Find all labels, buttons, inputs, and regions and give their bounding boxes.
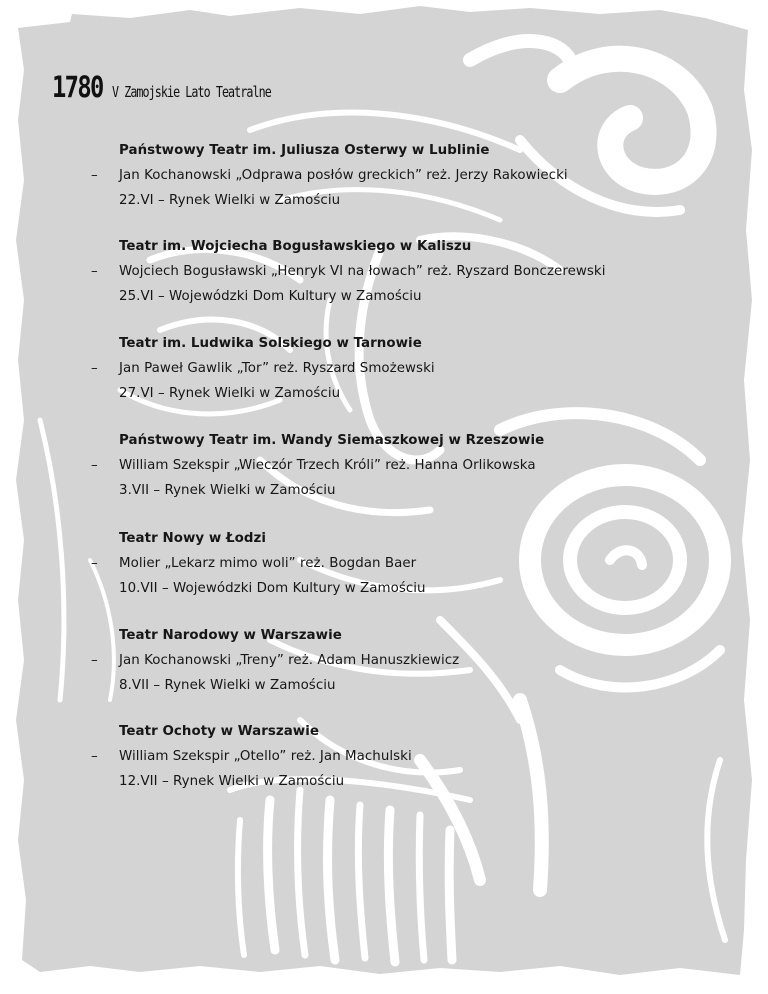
performance-venue: 12.VII – Rynek Wielki w Zamościu [119,774,345,789]
performance-venue: 25.VI – Wojewódzki Dom Kultury w Zamościu [119,289,422,304]
play-title: Wojciech Bogusławski „Henryk VI na łowach” reż. Ryszard Bonczerewski [119,264,606,279]
play-title: William Szekspir „Wieczór Trzech Króli” reż. Hanna Orlikowska [119,458,536,473]
year-title: 1780 [52,70,103,104]
theatre-name: Teatr im. Ludwika Solskiego w Tarnowie [119,336,422,351]
play-title: William Szekspir „Otello” reż. Jan Machulski [119,749,412,764]
theatre-name: Teatr im. Wojciecha Bogusławskiego w Kaliszu [119,239,472,254]
play-title: Jan Kochanowski „Treny” reż. Adam Hanuszkiewicz [119,653,460,668]
performance-venue: 3.VII – Rynek Wielki w Zamościu [119,483,336,498]
theatre-name: Państwowy Teatr im. Juliusza Osterwy w Lublinie [119,143,490,158]
dash-bullet: – [91,458,98,473]
theatre-name: Teatr Narodowy w Warszawie [119,628,342,643]
performance-venue: 10.VII – Wojewódzki Dom Kultury w Zamościu [119,581,426,596]
play-title: Jan Kochanowski „Odprawa posłów greckich” reż. Jerzy Rakowiecki [119,168,568,183]
performance-venue: 27.VI – Rynek Wielki w Zamościu [119,386,341,401]
festival-title: V Zamojskie Lato Teatralne [111,83,271,101]
performance-venue: 22.VI – Rynek Wielki w Zamościu [119,193,341,208]
theatre-name: Państwowy Teatr im. Wandy Siemaszkowej w Rzeszowie [119,433,545,448]
dash-bullet: – [91,556,98,571]
dash-bullet: – [91,361,98,376]
play-title: Jan Paweł Gawlik „Tor” reż. Ryszard Smożewski [119,361,435,376]
theatre-name: Teatr Nowy w Łodzi [119,531,267,546]
play-title: Molier „Lekarz mimo woli” reż. Bogdan Baer [119,556,417,571]
dash-bullet: – [91,653,98,668]
dash-bullet: – [91,264,98,279]
performance-venue: 8.VII – Rynek Wielki w Zamościu [119,678,336,693]
header [52,70,315,110]
theatre-name: Teatr Ochoty w Warszawie [119,724,319,739]
dash-bullet: – [91,168,98,183]
dash-bullet: – [91,749,98,764]
